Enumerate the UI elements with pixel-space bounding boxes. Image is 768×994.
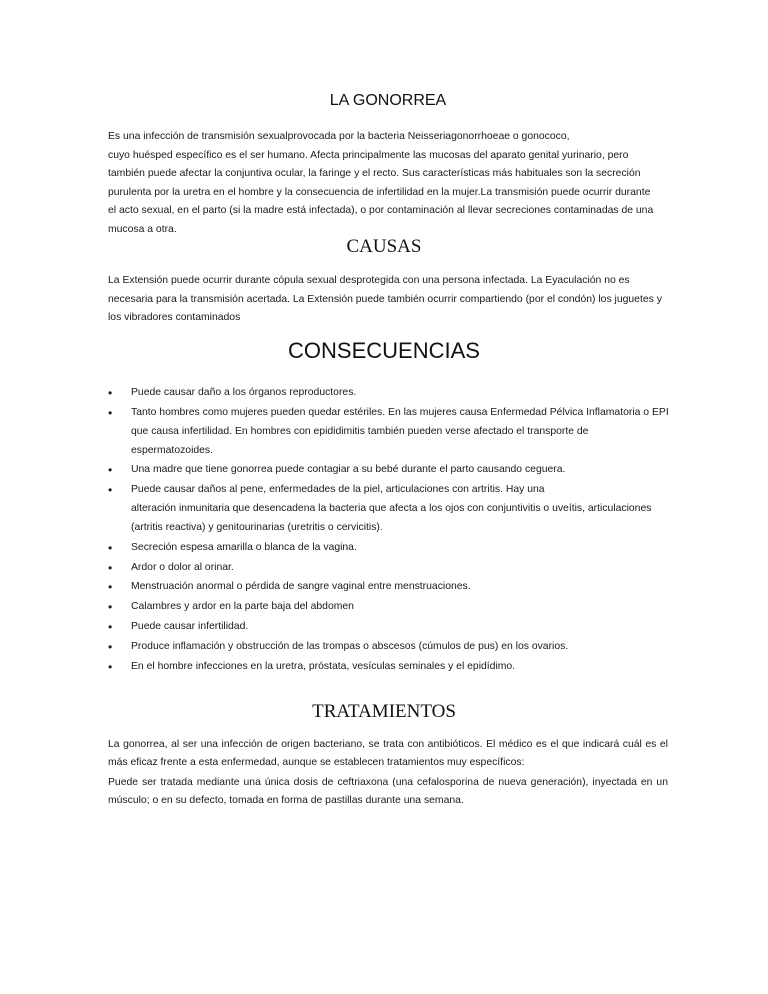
list-item-text: Calambres y ardor en la parte baja del abdomen — [131, 601, 354, 613]
list-item-text: espermatozoides. — [131, 444, 214, 456]
intro-line: el acto sexual, en el parto (si la madre está infectada), o por contaminación al llevar secreciones contaminadas de una — [108, 205, 654, 217]
list-item — [108, 578, 668, 597]
list-item-text: Produce inflamación y obstrucción de las trompas o abscesos (cúmulos de pus) en los ovarios. — [131, 640, 569, 652]
main-title: LA GONORREA — [329, 92, 447, 109]
list-item — [108, 658, 668, 677]
list-item-text: Puede causar infertilidad. — [131, 621, 249, 632]
bullet-icon: • — [108, 405, 113, 420]
tratamientos-paragraph-1: La gonorrea, al ser una infección de origen bacteriano, se trata con antibióticos. El médico es el que indicará cuál es el más eficaz frente a esta enfermedad, aunque se establecen tratamientos muy específicos: — [108, 739, 668, 768]
causas-heading: CAUSAS — [346, 236, 422, 257]
tratamientos-paragraph-2: Puede ser tratada mediante una única dosis de ceftriaxona (una cefalosporina de nueva generación), inyectada en un músculo; o en su defecto, tomada en forma de pastillas durante una semana. — [108, 777, 668, 806]
causas-line: La Extensión puede ocurrir durante cópula sexual desprotegida con una persona infectada. La Eyaculación no es — [108, 275, 630, 286]
consecuencias-list — [108, 384, 668, 677]
list-item-text: Puede causar daños al pene, enfermedades de la piel, articulaciones con artritis. Hay una — [131, 484, 545, 496]
intro-line: cuyo huésped específico es el ser humano. Afecta principalmente las mucosas del aparato genital yurinario, pero — [108, 149, 629, 161]
bullet-icon: • — [108, 600, 113, 615]
list-item-text: Menstruación anormal o pérdida de sangre vaginal entre menstruaciones. — [131, 581, 471, 593]
list-item — [108, 461, 668, 480]
list-item — [108, 481, 668, 538]
intro-line: también puede afectar la conjuntiva ocular, la faringe y el recto. Sus características más habituales son la secreción — [108, 168, 641, 180]
causas-line: los vibradores contaminados — [108, 312, 241, 324]
consecuencias-heading: CONSECUENCIAS — [288, 338, 480, 363]
list-item — [108, 618, 668, 637]
list-item-text: que causa infertilidad. En hombres con epididimitis también pueden verse afectado el transporte de — [131, 425, 589, 437]
intro-paragraph — [108, 128, 668, 240]
list-item-text: (artritis reactiva) y genitourinarias (uretritis o cervicitis). — [131, 522, 383, 534]
bullet-icon: • — [108, 560, 113, 575]
list-item — [108, 598, 668, 617]
list-item — [108, 559, 668, 578]
bullet-icon: • — [108, 463, 113, 478]
list-item — [108, 638, 668, 657]
intro-line: purulenta por la uretra en el hombre y la consecuencia de infertilidad en la mujer.La transmisión puede ocurrir durante — [108, 186, 651, 198]
bullet-icon: • — [108, 580, 113, 595]
bullet-icon: • — [108, 639, 113, 654]
bullet-icon: • — [108, 483, 113, 498]
bullet-icon: • — [108, 659, 113, 674]
list-item-text: Ardor o dolor al orinar. — [131, 561, 234, 573]
list-item-text: Tanto hombres como mujeres pueden quedar estériles. En las mujeres causa Enfermedad Pélvica Inflamatoria o EPI — [131, 406, 669, 418]
tratamientos-heading: TRATAMIENTOS — [312, 701, 456, 722]
list-item — [108, 404, 668, 461]
causas-line: necesaria para la transmisión acertada. La Extensión puede también ocurrir compartiendo (por el condón) los juguetes y — [108, 293, 662, 305]
list-item-text: Una madre que tiene gonorrea puede contagiar a su bebé durante el parto causando ceguera. — [131, 464, 566, 476]
intro-line: Es una infección de transmisión sexualprovocada por la bacteria Neisseriagonorrhoeae o gonococo, — [108, 131, 570, 142]
list-item-text: alteración inmunitaria que desencadena la bacteria que afecta a los ojos con conjuntivitis o uveítis, articulaciones — [131, 503, 652, 515]
intro-line: mucosa a otra. — [108, 223, 177, 235]
list-item-text: Secreción espesa amarilla o blanca de la vagina. — [131, 541, 357, 553]
causas-paragraph — [108, 272, 668, 328]
list-item-text: En el hombre infecciones en la uretra, próstata, vesículas seminales y el epidídimo. — [131, 660, 516, 672]
bullet-icon: • — [108, 540, 113, 555]
list-item-text: Puede causar daño a los órganos reproductores. — [131, 387, 357, 398]
list-item — [108, 384, 668, 403]
bullet-icon: • — [108, 386, 113, 400]
list-item — [108, 539, 668, 558]
bullet-icon: • — [108, 620, 113, 634]
